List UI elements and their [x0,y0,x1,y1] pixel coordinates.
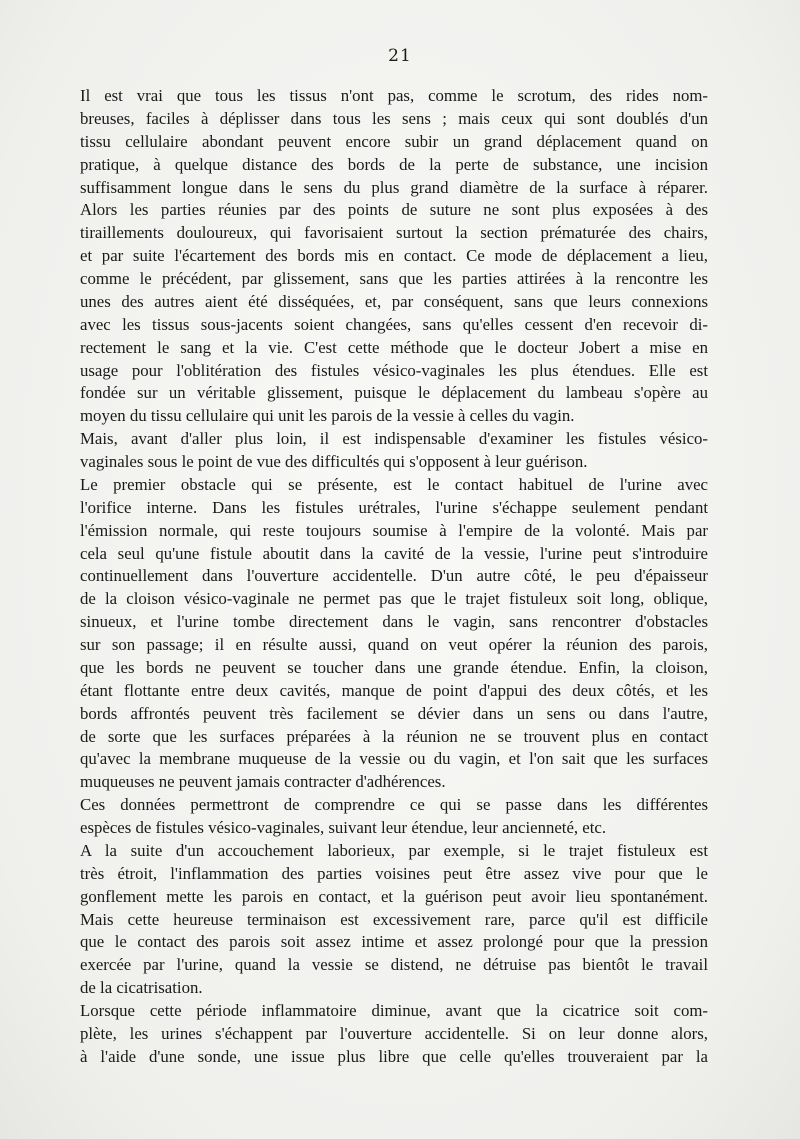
text-line: Ces données permettront de comprendre ce qui se passe dans les différentes [80,795,708,815]
text-line: unes des autres aient été disséquées, et, par conséquent, sans que leurs connexions [80,291,708,311]
text-line: étant flottante entre deux cavités, manque de point d'appui des deux côtés, et les [80,680,708,700]
text-line: plète, les urines s'échappent par l'ouverture accidentelle. Si on leur donne alors, [80,1023,708,1043]
text-line: de la cicatrisation. [80,978,203,998]
text-line: l'orifice interne. Dans les fistules urétrales, l'urine s'échappe seulement pendant [80,497,708,517]
paragraph [80,85,708,428]
text-line: de sorte que les surfaces préparées à la réunion ne se trouvent plus en contact [80,726,708,746]
text-line: muqueuses ne peuvent jamais contracter d'adhérences. [80,772,446,792]
text-line: continuellement dans l'ouverture accidentelle. D'un autre côté, le peu d'épaisseur [80,566,708,586]
text-line: vaginales sous le point de vue des difficultés qui s'opposent à leur guérison. [80,452,588,471]
text-line: comme le précédent, par glissement, sans que les parties attirées à la rencontre les [80,269,708,288]
text-line: qu'avec la membrane muqueuse de la vessie ou du vagin, et l'on sait que les surfaces [80,749,708,769]
text-line: avec les tissus sous-jacents soient changées, sans qu'elles cessent d'en recevoir di- [80,314,708,334]
text-line: suffisamment longue dans le sens du plus grand diamètre de la surface à réparer. [80,177,708,197]
text-line: Mais, avant d'aller plus loin, il est indispensable d'examiner les fistules vésico- [80,429,708,449]
paragraph [80,474,708,794]
text-line: rectement le sang et la vie. C'est cette méthode que le docteur Jobert a mise en [80,337,708,357]
text-line: Le premier obstacle qui se présente, est le contact habituel de l'urine avec [80,474,708,494]
paragraph [80,840,708,1000]
text-line: breuses, faciles à déplisser dans tous les sens ; mais ceux qui sont doublés d'un [80,108,708,128]
text-line: tiraillements douloureux, qui favorisaient surtout la section prématurée des chairs, [80,223,708,243]
text-line: de la cloison vésico-vaginale ne permet pas que le trajet fistuleux soit long, oblique, [80,589,708,609]
text-line: A la suite d'un accouchement laborieux, par exemple, si le trajet fistuleux est [80,840,708,860]
text-line: tissu cellulaire abondant peuvent encore subir un grand déplacement quand on [80,131,708,151]
text-line: que les bords ne peuvent se toucher dans une grande étendue. Enfin, la cloison, [80,657,708,677]
body-text [80,85,708,1069]
text-line: exercée par l'urine, quand la vessie se distend, ne détruise pas bientôt le travail [80,955,708,975]
text-line: Alors les parties réunies par des points de suture ne sont plus exposées à des [80,200,708,220]
paragraph [80,794,708,840]
text-line: Il est vrai que tous les tissus n'ont pas, comme le scrotum, des rides nom- [80,86,708,105]
paragraph [80,1000,708,1069]
text-line: à l'aide d'une sonde, une issue plus libre que celle qu'elles trouveraient par la [80,1046,708,1066]
text-line: moyen du tissu cellulaire qui unit les parois de la vessie à celles du vagin. [80,406,575,426]
text-line: bords affrontés peuvent très facilement se dévier dans un sens ou dans l'autre, [80,703,708,723]
text-line: cela seul qu'une fistule aboutit dans la cavité de la vessie, l'urine peut s'introduire [80,543,708,563]
text-line: gonflement mette les parois en contact, et la guérison peut avoir lieu spontanément. [80,886,708,906]
text-line: usage pour l'oblitération des fistules vésico-vaginales les plus étendues. Elle est [80,360,708,380]
text-line: que le contact des parois soit assez intime et assez prolongé pour que la pression [80,932,708,952]
text-line: Mais cette heureuse terminaison est excessivement rare, parce qu'il est difficile [80,909,708,929]
page-number: 21 [388,46,412,66]
text-line: et par suite l'écartement des bords mis en contact. Ce mode de déplacement a lieu, [80,246,708,266]
paragraph [80,428,708,474]
text-line: espèces de fistules vésico-vaginales, suivant leur étendue, leur ancienneté, etc. [80,818,607,837]
text-line: sinueux, et l'urine tombe directement dans le vagin, sans rencontrer d'obstacles [80,612,708,632]
text-line: fondée sur un véritable glissement, puisque le déplacement du lambeau s'opère au [80,383,708,403]
text-line: Lorsque cette période inflammatoire diminue, avant que la cicatrice soit com- [80,1001,708,1020]
text-line: sur son passage; il en résulte aussi, quand on veut opérer la réunion des parois, [80,635,708,654]
text-line: pratique, à quelque distance des bords de la perte de substance, une incision [80,154,708,174]
text-line: l'émission normale, qui reste toujours soumise à l'empire de la volonté. Mais par [80,520,708,540]
text-line: très étroit, l'inflammation des parties voisines peut être assez vive pour que le [80,863,708,883]
